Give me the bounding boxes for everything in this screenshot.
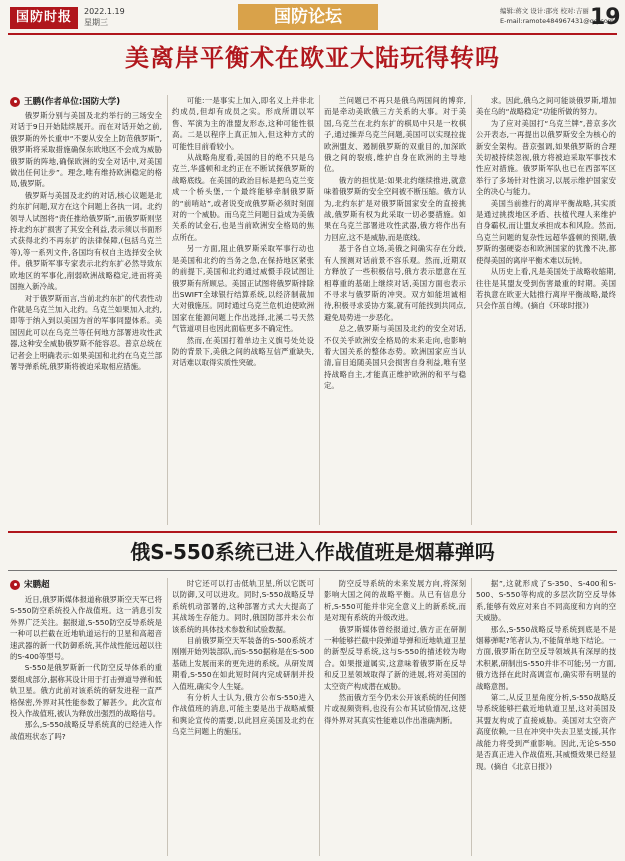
article1-column-3 [324, 95, 466, 525]
article2-column-2 [172, 578, 314, 856]
article1-byline [10, 95, 165, 107]
paragraph: 求。因此,俄乌之间可能谈俄罗斯,增加美在乌的“战略稳定”功能所做的努力。 [476, 96, 616, 117]
article2-column-3 [324, 578, 466, 856]
article1-column-2 [172, 95, 314, 525]
paragraph: 基于各自立场,美俄之间确实存在分歧,有人预测对话前景不容乐观。然而,近期双方释放了一些积极信号,俄方表示愿意在互相尊重的基础上继续对话,美国方面也表示不寻求与俄罗斯的冲突。双方如能坦诚相待,积极寻求妥协方案,就有可能找到共同点,避免局势进一步恶化。 [324, 244, 466, 322]
pen-icon [10, 580, 20, 590]
paragraph: 俄方的担忧是:如果北约继续推进,就意味着俄罗斯的安全空间被不断压缩。俄方认为,北约东扩是对俄罗斯国家安全的直接挑战,俄罗斯有权为此采取一切必要措施。如果在乌克兰部署进攻性武器,俄方将作出有力回应,这不是威胁,而是底线。 [324, 175, 466, 242]
column-divider [167, 578, 168, 856]
column-divider [471, 578, 472, 856]
article2-byline [10, 578, 165, 590]
column-divider [319, 578, 320, 856]
page-header [0, 0, 625, 36]
section-title: 国防论坛 [238, 4, 378, 30]
issue-weekday: 星期三 [84, 18, 108, 27]
paragraph: 可能:一是事实上加入,即名义上并非北约成员,但却有成员之实。形成所谓以军售、军演为主的准盟友形态,这种可能性很高。二是以程序上真正加入,但这种方式的可能性目前看较小。 [172, 96, 314, 151]
paragraph: 从战略角度看,美国的目的绝不只是乌克兰,华盛顿和北约正在不断试探俄罗斯的战略底线。在美国的政治目标是把乌克兰变成一个桥头堡,一个最终能够牵制俄罗斯的“前哨站”,或者说变成俄罗斯必须时刻面对的一个威胁。而乌克兰问题日益成为美俄关系的试金石,也是当前欧洲安全格局的焦点所在。 [172, 153, 314, 242]
paragraph: 俄罗斯分别与美国及北约举行的三场安全对话于9日开始陆续展开。而在对话开始之前,俄罗斯的外长重申“不要从安全上防范俄罗斯”,俄罗斯将采取措施确保东欧地区不会成为威胁俄罗斯的阵地,确保欧洲的安全对话中,对美国做出任何让步”。理念,唯有维持欧洲稳定的格局,俄罗斯。 [10, 111, 162, 189]
paragraph: 有分析人士认为,俄方公布S-550进入作战值班的消息,可能主要是出于战略威慑和舆论宣传的需要,以此回应美国及北约在乌克兰问题上的施压。 [172, 693, 314, 737]
article1-title: 美离岸平衡术在欧亚大陆玩得转吗 [125, 44, 500, 72]
paragraph: S-550是俄罗斯新一代防空反导体系的重要组成部分,据称其设计用于打击弹道导弹和低轨卫星。俄方此前对该系统的研发进程一直严格保密,外界对其性能参数了解甚少。此次宣布投入作战值班,被认为释放出强烈的战略信号。 [10, 663, 162, 719]
newspaper-logo: 国防时报 [10, 7, 78, 29]
section-divider [8, 531, 617, 533]
article1-column-4 [476, 95, 616, 525]
column-divider [471, 95, 472, 525]
paragraph: 兰问题已不再只是俄乌两国间的博弈,而是牵动美欧俄三方关系的大事。对于美国,乌克兰在北约东扩的棋局中只是一枚棋子,通过操弄乌克兰问题,美国可以实现拉拢欧洲盟友、遏制俄罗斯的双重目的,加深欧俄之间的裂痕,维护自身在欧洲的主导地位。 [324, 96, 466, 174]
page-number: 19 [590, 5, 621, 30]
paragraph: 防空反导系统的未来发展方向,将深刻影响大国之间的战略平衡。从已有信息分析,S-550可能并非完全意义上的新系统,而是对现有系统的升级改进。 [324, 579, 466, 623]
paragraph: 据”,这就形成了S-350、S-400和S-500、S-550等构成的多层次防空反导体系,能够有效应对来自不同高度和方向的空天威胁。 [476, 579, 616, 623]
issue-date: 2022.1.19 [84, 7, 125, 16]
paragraph: 俄罗斯媒体曾经报道过,俄方正在研制一种能够拦截中段弹道导弹和近地轨道卫星的新型反导系统,这与S-550的描述较为吻合。如果报道属实,这意味着俄罗斯在反导和反卫星领域取得了新的进展,将对美国的太空资产构成潜在威胁。 [324, 624, 466, 691]
paragraph: 目前俄罗斯空天军装备的S-500系统才刚刚开始列装部队,而S-550据称是在S-500基础上发展而来的更先进的系统。从研发周期看,S-550在如此短时间内完成研制并投入值班,确实令人生疑。 [172, 636, 314, 691]
pen-icon [10, 97, 20, 107]
paragraph: 近日,俄罗斯媒体报道称俄罗斯空天军已将S-550防空系统投入作战值班。这一消息引发外界广泛关注。据报道,S-550防空反导系统是一种可以拦截在近地轨道运行的卫星和高超音速武器的新一代防御系统,其作战性能远超以往的S-400等型号。 [10, 595, 162, 662]
paragraph: 那么,S-550战略反导系统真的已经进入作战值班状态了吗? [10, 720, 162, 741]
header-rule [8, 33, 617, 35]
article1-column-1 [10, 110, 162, 525]
article2-column-1 [10, 594, 162, 856]
paragraph: 美国当前推行的离岸平衡战略,其实质是通过挑拨地区矛盾、扶植代理人来维护自身霸权,而让盟友承担成本和风险。然而,乌克兰问题的复杂性远超华盛顿的预期,俄罗斯的强硬姿态和欧洲国家的犹豫不决,都使得美国的离岸平衡术难以玩转。 [476, 198, 616, 265]
article1-author: 王鹏(作者单位:国防大学) [24, 97, 121, 107]
editor-line: 编辑:蒋文 设计:邵亮 校对:吉丽 [500, 7, 589, 15]
paragraph: 对于俄罗斯而言,当前北约东扩的代表性动作就是乌克兰加入北约。乌克兰如果加入北约,即等于纳入到以美国为首的军事同盟体系。美国因此可以在乌克兰等任何地方部署进攻性武器,这种安全威胁俄罗斯不能容忍。普京总统在记者会上明确表示:如果美国和北约在乌克兰部署导弹系统,俄罗斯将被迫采取相应措施。 [10, 293, 162, 371]
title-underline [8, 570, 617, 571]
paragraph: 然而,在美国打着单边主义旗号处处设防的背景下,美俄之间的战略互信严重缺失,对话难以取得实质性突破。 [172, 335, 314, 368]
column-divider [319, 95, 320, 525]
column-divider [167, 95, 168, 525]
paragraph: 然而俄方至今仍未公开该系统的任何图片或视频资料,也没有公布其试验情况,这使得外界对其真实性能难以作出准确判断。 [324, 693, 466, 725]
paragraph: 那么,S-550战略反导系统到底是不是烟幕弹呢?笔者认为,不能简单地下结论。一方面,俄罗斯在防空反导领域具有深厚的技术积累,研制出S-550并非不可能;另一方面,俄方选择在此时高调宣布,确实带有明显的战略意图。 [476, 624, 616, 691]
issue-date-block [84, 6, 125, 28]
article2-column-4 [476, 578, 616, 856]
paragraph: 从历史上看,凡是美国处于战略收缩期,往往是其盟友受到伤害最重的时期。美国若执意在欧亚大陆推行离岸平衡战略,最终只会作茧自缚。(摘自《环球时报》) [476, 267, 616, 311]
article2-title: 俄S-550系统已进入作战值班是烟幕弹吗 [130, 540, 495, 564]
paragraph: 第二,从反卫星角度分析,S-550战略反导系统能够拦截近地轨道卫星,这对美国及其盟友构成了直接威胁。美国对太空资产高度依赖,一旦在冲突中失去卫星支援,其作战能力将受到严重影响。因此,无论S-550是否真正进入作战值班,其威慑效果已经显现。(摘自《北京日报》) [476, 693, 616, 771]
paragraph: 另一方面,阻止俄罗斯采取军事行动也是美国和北约的当务之急,在保持地区紧张的前提下,美国和北约通过威慑手段试图让俄罗斯有所顾忌。美国正试图将俄罗斯排除出SWIFT全球银行结算系统,以经济制裁加大对俄施压。同时通过乌克兰危机迫使欧洲国家在能源问题上作出选择,北溪二号天然气管道项目也因此面临更多不确定性。 [172, 244, 314, 334]
paragraph: 总之,俄罗斯与美国及北约的安全对话,不仅关乎欧洲安全格局的未来走向,也影响着大国关系的整体态势。欧洲国家应当认清,盲目追随美国只会损害自身利益,唯有坚持战略自主,才能真正维护欧洲的和平与稳定。 [324, 324, 466, 391]
email-line: E-mail:ramote484967431@qq.com [500, 17, 615, 25]
paragraph: 时它还可以打击低轨卫星,所以它既可以防御,又可以进攻。同时,S-550战略反导系统机动部署的,这种部署方式大大提高了其战场生存能力。同时,俄国防部并未公布该系统的具体技术参数和试验数据。 [172, 579, 314, 634]
paragraph: 俄罗斯与美国及北约的对话,核心议题是北约东扩问题,双方在这个问题上各执一词。北约领导人试图将“责任推给俄罗斯”,而俄罗斯则坚持北约东扩损害了其安全利益,表示须以书面形式获得北约不再东扩的法律保障,(包括乌克兰等),等一系列文件,各国均有权自主选择安全伙伴。俄罗斯军事专家表示北约东扩必然导致东欧地区的军事化,削弱欧洲战略稳定,进而将美国拖入新冷战。 [10, 190, 162, 292]
article2-author: 宋鹏超 [24, 580, 50, 590]
paragraph: 为了应对美国打“乌克兰牌”,普京多次公开表态,一再提出以俄罗斯安全为核心的新安全架构。普京强调,如果俄罗斯的合理关切被持续忽视,俄方将被迫采取军事技术性应对措施。俄罗斯军队也已在西部军区举行了多场针对性演习,以展示维护国家安全的决心与能力。 [476, 118, 616, 197]
